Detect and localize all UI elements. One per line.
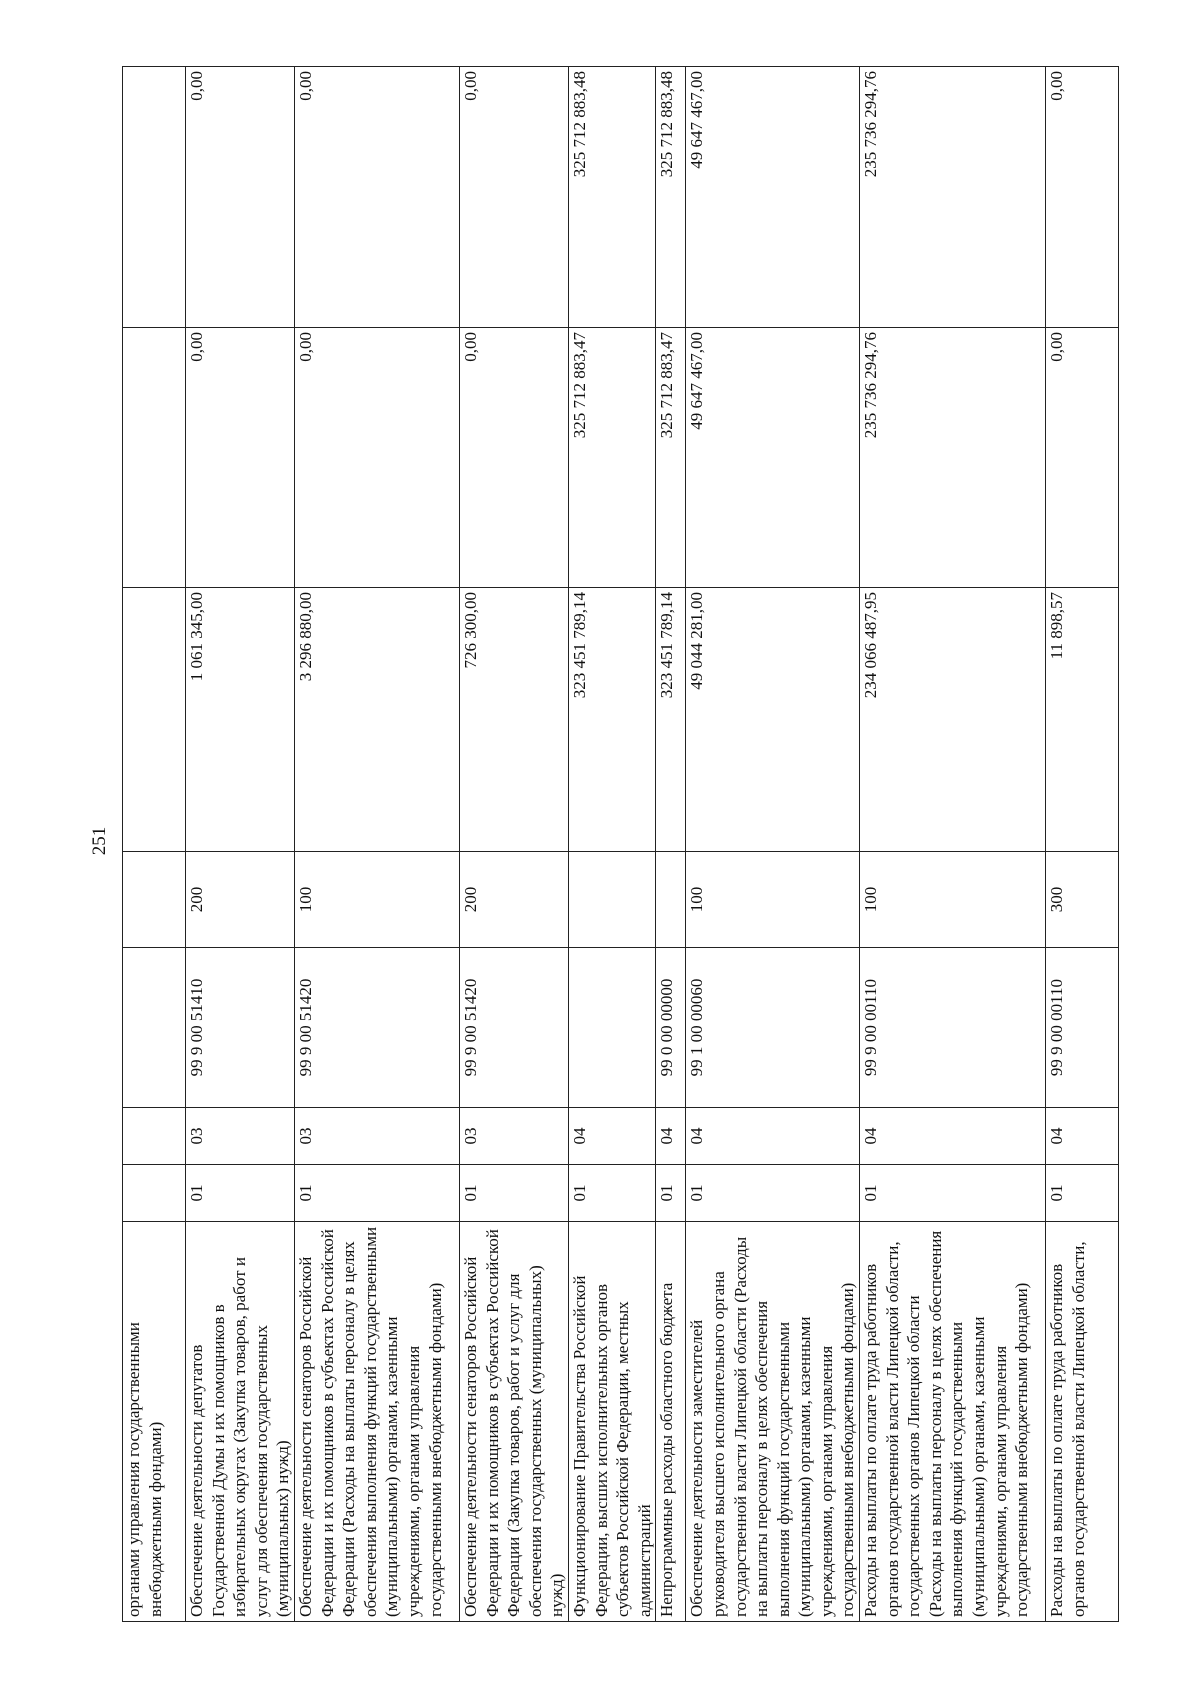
row-amount-1: 726 300,00: [459, 588, 568, 852]
row-amount-3: 0,00: [1046, 67, 1119, 328]
row-section: 01: [656, 1165, 686, 1222]
budget-table-container: [122, 67, 1088, 1622]
table-row: [656, 67, 686, 1622]
row-amount-1: 234 066 487,95: [860, 588, 1046, 852]
row-name: Обеспечение деятельности депутатов Государственной Думы и их помощников в избирательных округах (Закупка товаров, работ и услуг для обеспечения государственных (муниципальных) нужд): [186, 1222, 295, 1622]
row-amount-2: 49 647 467,00: [686, 328, 860, 588]
row-amount-1: 1 061 345,00: [186, 588, 295, 852]
row-amount-1: 3 296 880,00: [294, 588, 459, 852]
row-subsection: [123, 1108, 186, 1165]
row-amount-3: 49 647 467,00: [686, 67, 860, 328]
row-amount-3: 235 736 294,76: [860, 67, 1046, 328]
row-expense-type: 200: [186, 852, 295, 948]
row-target: 99 9 00 51420: [459, 948, 568, 1108]
row-amount-2: 0,00: [186, 328, 295, 588]
row-amount-1: 11 898,57: [1046, 588, 1119, 852]
row-name: Расходы на выплаты по оплате труда работников органов государственной власти Липецкой области, государственных органов Липецкой области (Расходы на выплаты персоналу в целях обеспечения выполнения функций государственными (муниципальными) органами, казенными учреждениями, органами управления государственными внебюджетными фондами): [860, 1222, 1046, 1622]
row-amount-1: [123, 588, 186, 852]
row-amount-2: 325 712 883,47: [568, 328, 655, 588]
row-subsection: 03: [186, 1108, 295, 1165]
row-target: [123, 948, 186, 1108]
row-subsection: 03: [294, 1108, 459, 1165]
table-row: [568, 67, 655, 1622]
row-name: Функционирование Правительства Российской Федерации, высших исполнительных органов субъектов Российской Федерации, местных администраций: [568, 1222, 655, 1622]
row-amount-3: 0,00: [186, 67, 295, 328]
page-number: 251: [89, 826, 110, 856]
table-row: [459, 67, 568, 1622]
row-target: [568, 948, 655, 1108]
row-amount-2: 0,00: [294, 328, 459, 588]
row-amount-1: 49 044 281,00: [686, 588, 860, 852]
row-amount-2: 0,00: [459, 328, 568, 588]
row-section: 01: [860, 1165, 1046, 1222]
row-section: 01: [1046, 1165, 1119, 1222]
row-amount-2: 325 712 883,47: [656, 328, 686, 588]
row-target: 99 9 00 00110: [860, 948, 1046, 1108]
row-amount-3: 325 712 883,48: [656, 67, 686, 328]
row-target: 99 0 00 00000: [656, 948, 686, 1108]
row-target: 99 9 00 51420: [294, 948, 459, 1108]
table-row: [1046, 67, 1119, 1622]
row-amount-3: [123, 67, 186, 328]
row-amount-2: 235 736 294,76: [860, 328, 1046, 588]
row-amount-2: 0,00: [1046, 328, 1119, 588]
row-name: Расходы на выплаты по оплате труда работников органов государственной власти Липецкой области,: [1046, 1222, 1119, 1622]
row-amount-3: 325 712 883,48: [568, 67, 655, 328]
row-name: Обеспечение деятельности сенаторов Российской Федерации и их помощников в субъектах Российской Федерации (Расходы на выплаты персоналу в целях обеспечения выполнения функций государственными (муниципальными) органами, казенными учреждениями, органами управления государственными внебюджетными фондами): [294, 1222, 459, 1622]
row-expense-type: 100: [294, 852, 459, 948]
budget-table: [122, 66, 1119, 1622]
row-amount-2: [123, 328, 186, 588]
row-expense-type: 100: [686, 852, 860, 948]
row-subsection: 04: [568, 1108, 655, 1165]
row-section: 01: [294, 1165, 459, 1222]
table-row: [686, 67, 860, 1622]
row-name: органами управления государственными внебюджетными фондами): [123, 1222, 186, 1622]
table-row: [860, 67, 1046, 1622]
row-expense-type: [568, 852, 655, 948]
row-subsection: 04: [656, 1108, 686, 1165]
row-expense-type: 100: [860, 852, 1046, 948]
row-name: Обеспечение деятельности сенаторов Российской Федерации и их помощников в субъектах Российской Федерации (Закупка товаров, работ и услуг для обеспечения государственных (муниципальных) нужд): [459, 1222, 568, 1622]
table-row: [186, 67, 295, 1622]
row-section: 01: [186, 1165, 295, 1222]
row-subsection: 03: [459, 1108, 568, 1165]
row-expense-type: 300: [1046, 852, 1119, 948]
row-target: 99 9 00 00110: [1046, 948, 1119, 1108]
row-section: [123, 1165, 186, 1222]
row-subsection: 04: [1046, 1108, 1119, 1165]
row-name: Обеспечение деятельности заместителей руководителя высшего исполнительного органа государственной власти Липецкой области (Расходы на выплаты персоналу в целях обеспечения выполнения функций государственными (муниципальными) органами, казенными учреждениями, органами управления государственными внебюджетными фондами): [686, 1222, 860, 1622]
row-subsection: 04: [860, 1108, 1046, 1165]
table-row: [294, 67, 459, 1622]
row-target: 99 9 00 51410: [186, 948, 295, 1108]
row-expense-type: [123, 852, 186, 948]
row-subsection: 04: [686, 1108, 860, 1165]
row-section: 01: [568, 1165, 655, 1222]
row-section: 01: [686, 1165, 860, 1222]
row-amount-1: 323 451 789,14: [568, 588, 655, 852]
row-expense-type: 200: [459, 852, 568, 948]
row-section: 01: [459, 1165, 568, 1222]
row-amount-3: 0,00: [459, 67, 568, 328]
row-name: Непрограммные расходы областного бюджета: [656, 1222, 686, 1622]
row-amount-3: 0,00: [294, 67, 459, 328]
table-row: [123, 67, 186, 1622]
row-expense-type: [656, 852, 686, 948]
row-amount-1: 323 451 789,14: [656, 588, 686, 852]
row-target: 99 1 00 00060: [686, 948, 860, 1108]
